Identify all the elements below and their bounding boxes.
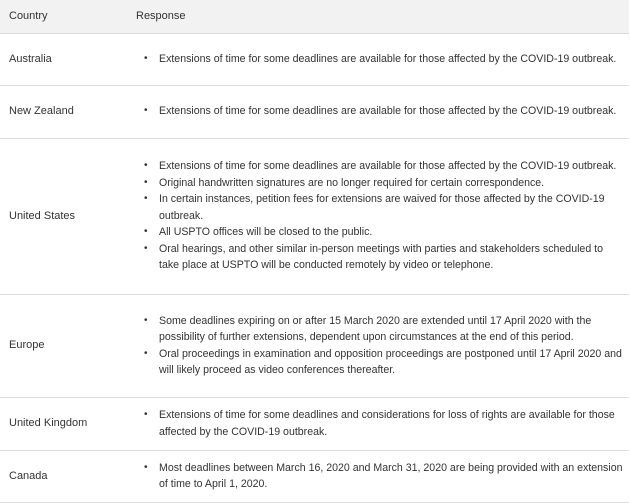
list-item: • Extensions of time for some deadlines are available for those affected by the COVID-19 outbreak. [127,103,625,120]
response-list [127,313,625,379]
bullet-icon: • [144,52,148,64]
list-item: • Oral hearings, and other similar in-person meetings with parties and stakeholders scheduled to take place at USPTO will be conducted remotely by video or telephone. [144,242,603,272]
bullet-icon: • [144,105,148,117]
bullet-icon: • [144,409,148,420]
header-response: Response [127,0,629,33]
response-cell [127,294,629,397]
bullet-icon: • [144,176,148,188]
country-cell: Europe [0,294,127,397]
list-item: • Original handwritten signatures are no longer required for certain correspondence. [127,175,625,192]
country-cell: Australia [0,33,127,85]
country-cell: New Zealand [0,85,127,138]
header-country: Country [0,0,127,33]
response-cell [127,138,629,294]
bullet-icon: • [144,193,148,205]
bullet-icon: • [144,160,148,172]
country-cell: Canada [0,450,127,502]
list-item: • Extensions of time for some deadlines are available for those affected by the COVID-19 outbreak. [127,51,625,68]
table-row-australia [0,33,629,85]
table-row-europe [0,294,629,397]
bullet-icon: • [144,347,148,359]
response-list [127,460,625,493]
response-cell [127,450,629,502]
list-item: • In certain instances, petition fees for extensions are waived for those affected by the COVID-19 outbreak. [144,193,605,222]
list-item: • Extensions of time for some deadlines and considerations for loss of rights are available for those affected by the COVID-19 outbreak. [144,409,615,438]
country-cell: United Kingdom [0,397,127,450]
table-row-united-states [0,138,629,294]
response-list [127,51,625,68]
response-cell [127,33,629,85]
response-list [127,407,625,440]
list-item: • Extensions of time for some deadlines are available for those affected by the COVID-19 outbreak. [127,158,625,175]
response-cell [127,85,629,138]
bullet-icon: • [144,461,148,473]
table-header-row [0,0,629,33]
country-cell: United States [0,138,127,294]
bullet-icon: • [144,242,148,254]
bullet-icon: • [144,314,148,326]
response-list [127,158,625,274]
list-item: • All USPTO offices will be closed to the public. [127,224,625,241]
list-item: • Most deadlines between March 16, 2020 and March 31, 2020 are being provided with an extension of time to April 1, 2020. [144,461,623,490]
response-cell [127,397,629,450]
list-item: • Some deadlines expiring on or after 15 March 2020 are extended until 17 April 2020 with the possibility of further extensions, dependent upon circumstances at the end of this period. [144,314,592,343]
response-list [127,103,625,120]
table-row-new-zealand [0,85,629,138]
bullet-icon: • [144,226,148,238]
list-item: • Oral proceedings in examination and opposition proceedings are postponed until 17 April 2020 and will likely proceed as video conferences thereafter. [144,347,622,376]
table-row-canada [0,450,629,502]
table-row-united-kingdom [0,397,629,450]
